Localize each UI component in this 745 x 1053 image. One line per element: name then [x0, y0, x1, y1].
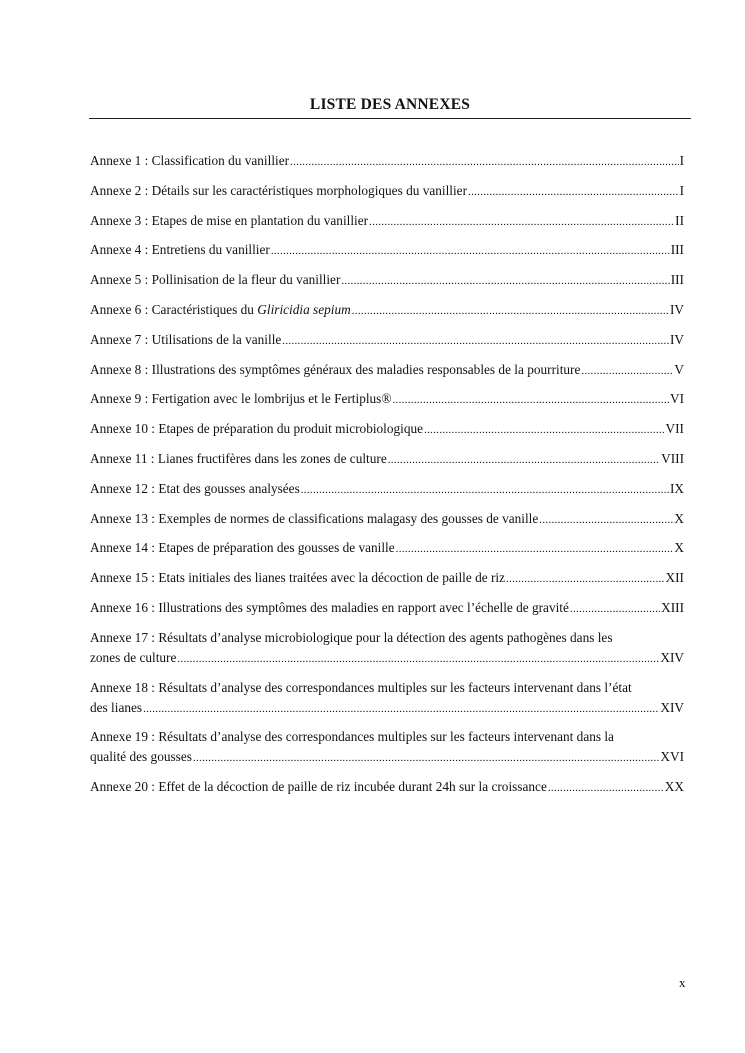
annex-list — [90, 151, 684, 807]
toc-entry-label: Annexe 19 : Résultats d’analyse des correspondances multiples sur les facteurs intervenant dans la — [90, 729, 614, 745]
toc-entry-label: Annexe 3 : Etapes de mise en plantation du vanillier — [90, 212, 369, 228]
toc-entry-label: Annexe 17 : Résultats d’analyse microbiologique pour la détection des agents pathogènes dans les — [90, 629, 613, 645]
toc-entry-label-continued: qualité des gousses — [90, 749, 192, 765]
dot-leader — [143, 699, 659, 719]
toc-entry-label: Annexe 11 : Lianes fructifères dans les zones de culture — [90, 450, 387, 466]
dot-leader — [177, 649, 659, 669]
toc-entry-page: III — [670, 242, 684, 258]
toc-entry-page: VII — [665, 421, 684, 437]
toc-entry-page: XX — [664, 779, 684, 795]
toc-entry-label: Annexe 10 : Etapes de préparation du produit microbiologique — [90, 421, 424, 437]
toc-entry-label: Annexe 1 : Classification du vanillier — [90, 153, 290, 168]
toc-entry-page: X — [674, 540, 684, 556]
toc-entry-label: Annexe 13 : Exemples de normes de classifications malagasy des gousses de vanille — [90, 510, 539, 526]
toc-entry-label: Annexe 9 : Fertigation avec le lombrijus et le Fertiplus® — [90, 391, 392, 407]
toc-entry-label: Annexe 16 : Illustrations des symptômes des maladies en rapport avec l’échelle de gravité — [90, 599, 569, 615]
toc-entry-label: Annexe 4 : Entretiens du vanillier — [90, 242, 270, 258]
toc-entry-page: I — [679, 153, 684, 168]
toc-entry[interactable] — [90, 300, 684, 321]
toc-entry[interactable] — [90, 479, 684, 500]
toc-entry[interactable] — [90, 598, 684, 619]
toc-entry-page: IX — [669, 480, 684, 496]
toc-entry-page: XIV — [660, 649, 684, 665]
toc-entry[interactable] — [90, 181, 684, 202]
toc-entry-page: XIII — [661, 599, 684, 615]
toc-entry[interactable] — [90, 628, 684, 669]
toc-entry-label: Annexe 15 : Etats initiales des lianes traitées avec la décoction de paille de riz — [90, 570, 505, 586]
toc-entry-page: III — [670, 272, 684, 288]
toc-entry-page: X — [674, 510, 684, 526]
page-number: x — [679, 975, 686, 990]
toc-entry-label: Annexe 20 : Effet de la décoction de paille de riz incubée durant 24h sur la croissance — [90, 779, 547, 795]
toc-entry-label-continued: zones de culture — [90, 649, 177, 665]
toc-entry-label: Annexe 12 : Etat des gousses analysées — [90, 480, 300, 496]
dot-leader — [282, 331, 669, 351]
toc-entry[interactable] — [90, 211, 684, 232]
toc-entry-label: Annexe 7 : Utilisations de la vanille — [90, 331, 282, 347]
toc-entry-page: VIII — [661, 450, 684, 466]
species-name: Gliricidia sepium — [257, 301, 351, 317]
toc-entry[interactable] — [90, 270, 684, 291]
toc-entry-page: VI — [669, 391, 684, 407]
toc-entry[interactable] — [90, 360, 684, 381]
toc-entry[interactable] — [90, 330, 684, 351]
dot-leader — [392, 390, 669, 410]
toc-entry-page: IV — [669, 301, 684, 317]
dot-leader — [271, 241, 670, 261]
toc-entry-page: XVI — [660, 749, 684, 765]
dot-leader — [341, 271, 669, 291]
toc-entry-label: Annexe 18 : Résultats d’analyse des correspondances multiples sur les facteurs intervenant dans l’état — [90, 679, 632, 695]
toc-entry-page: V — [674, 361, 684, 377]
dot-leader — [468, 182, 679, 202]
toc-entry-label-prefix: Annexe 6 : Caractéristiques du — [90, 301, 258, 317]
toc-entry[interactable] — [90, 151, 684, 172]
toc-entry[interactable] — [90, 240, 684, 261]
toc-entry-page: I — [679, 182, 684, 198]
dot-leader — [539, 510, 673, 530]
toc-entry-page: XII — [665, 570, 684, 586]
toc-entry[interactable] — [90, 389, 684, 410]
toc-entry[interactable] — [90, 509, 684, 530]
toc-entry-page: XIV — [660, 699, 684, 715]
dot-leader — [193, 748, 659, 768]
toc-entry[interactable] — [90, 727, 684, 768]
toc-entry[interactable] — [90, 568, 684, 589]
toc-entry-label: Annexe 5 : Pollinisation de la fleur du vanillier — [90, 272, 341, 288]
dot-leader — [352, 301, 669, 321]
title-underline — [89, 118, 691, 119]
dot-leader — [396, 539, 674, 559]
toc-entry[interactable] — [90, 419, 684, 440]
dot-leader — [301, 480, 669, 500]
toc-entry[interactable] — [90, 777, 684, 798]
toc-entry[interactable] — [90, 678, 684, 719]
dot-leader — [369, 212, 674, 232]
toc-entry-page: II — [675, 212, 684, 228]
toc-entry-label-continued: des lianes — [90, 699, 143, 715]
dot-leader — [424, 420, 664, 440]
toc-entry-label: Annexe 2 : Détails sur les caractéristiques morphologiques du vanillier — [90, 182, 468, 198]
dot-leader — [506, 569, 665, 589]
toc-entry-label: Annexe 8 : Illustrations des symptômes généraux des maladies responsables de la pourriture — [90, 361, 581, 377]
dot-leader — [570, 599, 660, 619]
dot-leader — [388, 450, 660, 470]
dot-leader — [581, 361, 673, 381]
dot-leader — [548, 778, 664, 798]
toc-entry[interactable] — [90, 538, 684, 559]
page-title: LISTE DES ANNEXES — [309, 96, 471, 113]
toc-entry[interactable] — [90, 449, 684, 470]
toc-entry-page: IV — [669, 331, 684, 347]
toc-entry-label — [90, 300, 351, 320]
toc-entry-label: Annexe 14 : Etapes de préparation des gousses de vanille — [90, 540, 395, 556]
dot-leader — [290, 152, 679, 172]
